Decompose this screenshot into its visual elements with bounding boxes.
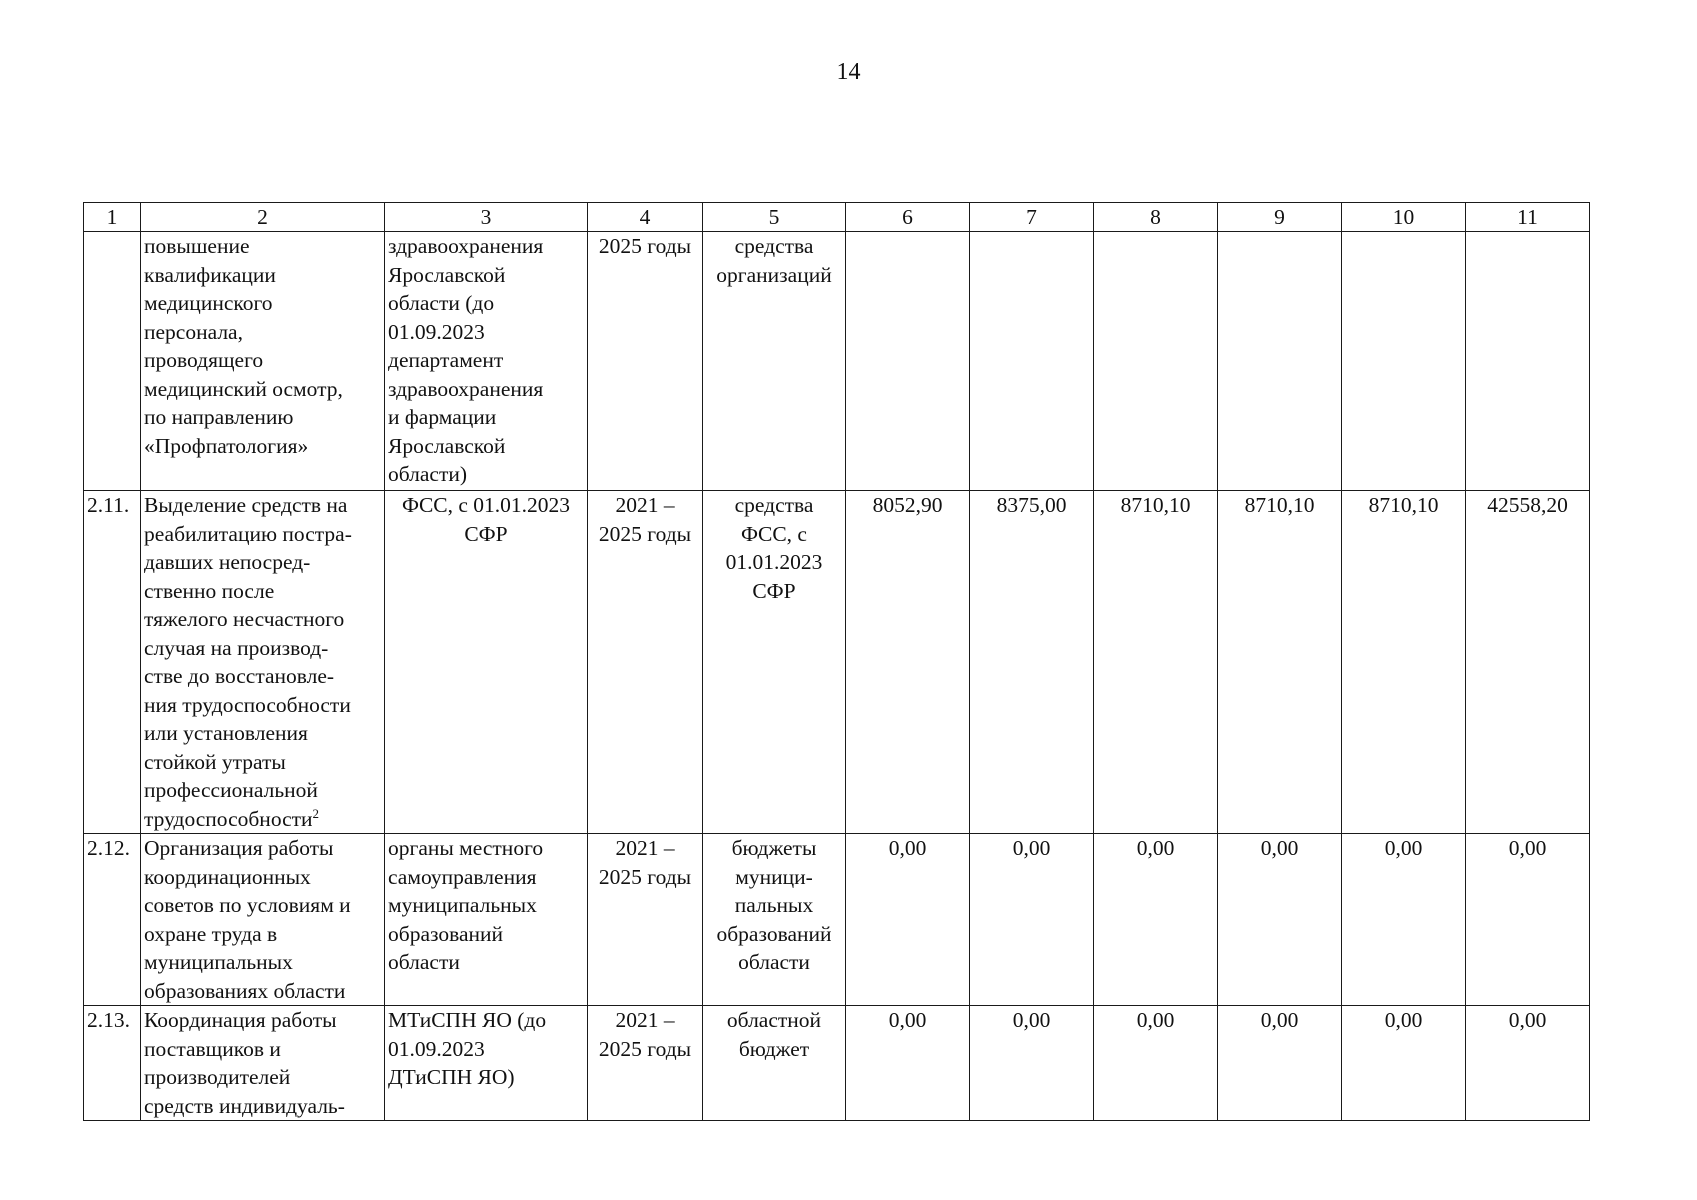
executor-text: 01.09.2023 bbox=[388, 1036, 485, 1061]
funding-source-text: средства bbox=[734, 234, 814, 258]
column-header: 8 bbox=[1094, 203, 1218, 232]
value-cell bbox=[1342, 232, 1466, 491]
activity-text: ния трудоспособности bbox=[144, 692, 351, 717]
funding-source-cell bbox=[703, 491, 846, 834]
period-text: 2025 годы bbox=[598, 521, 692, 546]
funding-source-cell bbox=[703, 1006, 846, 1121]
activity-text: по направлению bbox=[144, 405, 294, 429]
executor-cell bbox=[385, 834, 588, 1006]
value-cell bbox=[970, 232, 1094, 491]
executor-text: Ярославской bbox=[388, 433, 506, 458]
funding-source-text: области bbox=[738, 950, 810, 974]
table-row bbox=[84, 491, 1590, 834]
value-cell: 0,00 bbox=[1342, 834, 1466, 1006]
value-cell bbox=[846, 232, 970, 491]
activity-text: реабилитацию постра- bbox=[144, 521, 352, 546]
value-cell bbox=[1466, 232, 1590, 491]
activity-text: тяжелого несчастного bbox=[144, 607, 345, 631]
executor-text: и фармации bbox=[388, 405, 497, 429]
executor-text: органы местного bbox=[388, 836, 544, 860]
activity-text: Организация работы bbox=[144, 836, 334, 860]
activity-text: повышение bbox=[144, 234, 250, 258]
activity-text: охране труда в bbox=[144, 921, 278, 946]
executor-cell bbox=[385, 491, 588, 834]
period-text: 2025 годы bbox=[598, 864, 692, 889]
executor-text: ДТиСПН ЯО) bbox=[388, 1065, 515, 1089]
column-header: 11 bbox=[1466, 203, 1590, 232]
value-cell: 8710,10 bbox=[1218, 491, 1342, 834]
executor-text: департамент bbox=[388, 348, 504, 372]
executor-text: самоуправления bbox=[388, 864, 537, 889]
value-cell: 0,00 bbox=[846, 1006, 970, 1121]
column-header: 9 bbox=[1218, 203, 1342, 232]
activity-cell bbox=[141, 834, 385, 1006]
executor-cell bbox=[385, 1006, 588, 1121]
activity-text: стве до восстановле- bbox=[144, 664, 335, 688]
column-header: 4 bbox=[588, 203, 703, 232]
funding-source-text: средства bbox=[734, 493, 814, 517]
activity-text: Координация работы bbox=[144, 1008, 337, 1032]
activity-text: проводящего bbox=[144, 348, 264, 372]
funding-source-text: организаций bbox=[716, 262, 832, 287]
funding-source-text: СФР bbox=[752, 578, 796, 603]
period-text: 2021 – bbox=[615, 493, 675, 517]
value-cell: 0,00 bbox=[1218, 1006, 1342, 1121]
activity-text: «Профпатология» bbox=[144, 433, 309, 458]
funding-source-text: областной bbox=[726, 1008, 822, 1032]
activity-text: ственно после bbox=[144, 578, 275, 603]
activity-text: случая на производ- bbox=[144, 635, 329, 660]
funding-source-text: бюджет bbox=[738, 1036, 810, 1061]
executor-text: здравоохранения bbox=[388, 376, 544, 401]
executor-cell bbox=[385, 232, 588, 491]
period-cell bbox=[588, 232, 703, 491]
activity-text: советов по условиям и bbox=[144, 893, 351, 917]
value-cell: 0,00 bbox=[1094, 834, 1218, 1006]
activity-text-with-footnote bbox=[144, 805, 381, 834]
activity-text: медицинского bbox=[144, 291, 273, 315]
funding-source-text: ФСС, с bbox=[741, 521, 807, 546]
executor-text: 01.09.2023 bbox=[388, 319, 485, 344]
funding-source-text: образований bbox=[716, 921, 832, 946]
column-header: 5 bbox=[703, 203, 846, 232]
table-row bbox=[84, 1006, 1590, 1121]
value-cell bbox=[1094, 232, 1218, 491]
column-header: 2 bbox=[141, 203, 385, 232]
period-cell bbox=[588, 1006, 703, 1121]
activity-text: персонала, bbox=[144, 319, 243, 344]
program-table bbox=[83, 202, 1590, 1121]
table-row bbox=[84, 232, 1590, 491]
value-cell: 0,00 bbox=[1466, 834, 1590, 1006]
column-header: 3 bbox=[385, 203, 588, 232]
column-number-row bbox=[84, 203, 1590, 232]
value-cell: 8710,10 bbox=[1094, 491, 1218, 834]
column-header: 10 bbox=[1342, 203, 1466, 232]
value-cell: 0,00 bbox=[846, 834, 970, 1006]
row-number-cell: 2.11. bbox=[84, 491, 141, 834]
table-row bbox=[84, 834, 1590, 1006]
funding-source-text: муници- bbox=[735, 864, 813, 889]
executor-text: МТиСПН ЯО (до bbox=[388, 1008, 547, 1032]
executor-text: области (до bbox=[388, 291, 495, 315]
activity-text: давших непосред- bbox=[144, 550, 311, 574]
executor-text: области) bbox=[388, 462, 468, 486]
activity-cell bbox=[141, 1006, 385, 1121]
footnote-marker: 2 bbox=[312, 805, 320, 821]
executor-text: образований bbox=[388, 921, 504, 946]
funding-source-text: 01.01.2023 bbox=[725, 550, 823, 574]
period-text: 2025 годы bbox=[598, 1036, 692, 1061]
activity-text: муниципальных bbox=[144, 950, 293, 974]
value-cell: 0,00 bbox=[1094, 1006, 1218, 1121]
row-number-cell: 2.13. bbox=[84, 1006, 141, 1121]
executor-text: ФСС, с 01.01.2023 bbox=[401, 493, 571, 517]
activity-text: трудоспособности bbox=[144, 806, 313, 831]
value-cell: 0,00 bbox=[1466, 1006, 1590, 1121]
funding-source-text: бюджеты bbox=[731, 836, 817, 860]
activity-text: профессиональной bbox=[144, 778, 318, 802]
period-cell bbox=[588, 491, 703, 834]
funding-source-text: пальных bbox=[734, 893, 814, 917]
row-number-cell: 2.12. bbox=[84, 834, 141, 1006]
period-text: 2025 годы bbox=[598, 234, 692, 258]
value-cell: 0,00 bbox=[1218, 834, 1342, 1006]
period-text: 2021 – bbox=[615, 836, 675, 860]
value-cell bbox=[1218, 232, 1342, 491]
funding-source-cell bbox=[703, 834, 846, 1006]
activity-text: производителей bbox=[144, 1065, 291, 1089]
executor-text: муниципальных bbox=[388, 893, 537, 917]
value-cell: 8375,00 bbox=[970, 491, 1094, 834]
page-number: 14 bbox=[836, 59, 861, 85]
value-cell: 8710,10 bbox=[1342, 491, 1466, 834]
column-header: 1 bbox=[84, 203, 141, 232]
period-cell bbox=[588, 834, 703, 1006]
activity-text: поставщиков и bbox=[144, 1036, 281, 1061]
activity-cell bbox=[141, 491, 385, 834]
column-header: 7 bbox=[970, 203, 1094, 232]
activity-text: образованиях области bbox=[144, 978, 346, 1003]
activity-text: координационных bbox=[144, 864, 311, 889]
column-header: 6 bbox=[846, 203, 970, 232]
activity-text: стойкой утраты bbox=[144, 749, 286, 774]
row-number-cell bbox=[84, 232, 141, 491]
executor-text: Ярославской bbox=[388, 262, 506, 287]
funding-source-cell bbox=[703, 232, 846, 491]
activity-text: Выделение средств на bbox=[144, 493, 348, 517]
value-cell: 0,00 bbox=[970, 1006, 1094, 1121]
value-cell: 0,00 bbox=[970, 834, 1094, 1006]
executor-text: здравоохранения bbox=[388, 234, 544, 258]
activity-text: или установления bbox=[144, 721, 308, 745]
executor-text: СФР bbox=[464, 521, 508, 546]
activity-text: медицинский осмотр, bbox=[144, 376, 343, 401]
activity-cell bbox=[141, 232, 385, 491]
period-text: 2021 – bbox=[615, 1008, 675, 1032]
value-cell: 0,00 bbox=[1342, 1006, 1466, 1121]
value-cell: 42558,20 bbox=[1466, 491, 1590, 834]
value-cell: 8052,90 bbox=[846, 491, 970, 834]
activity-text: квалификации bbox=[144, 262, 276, 287]
activity-text: средств индивидуаль- bbox=[144, 1093, 345, 1118]
executor-text: области bbox=[388, 950, 460, 974]
